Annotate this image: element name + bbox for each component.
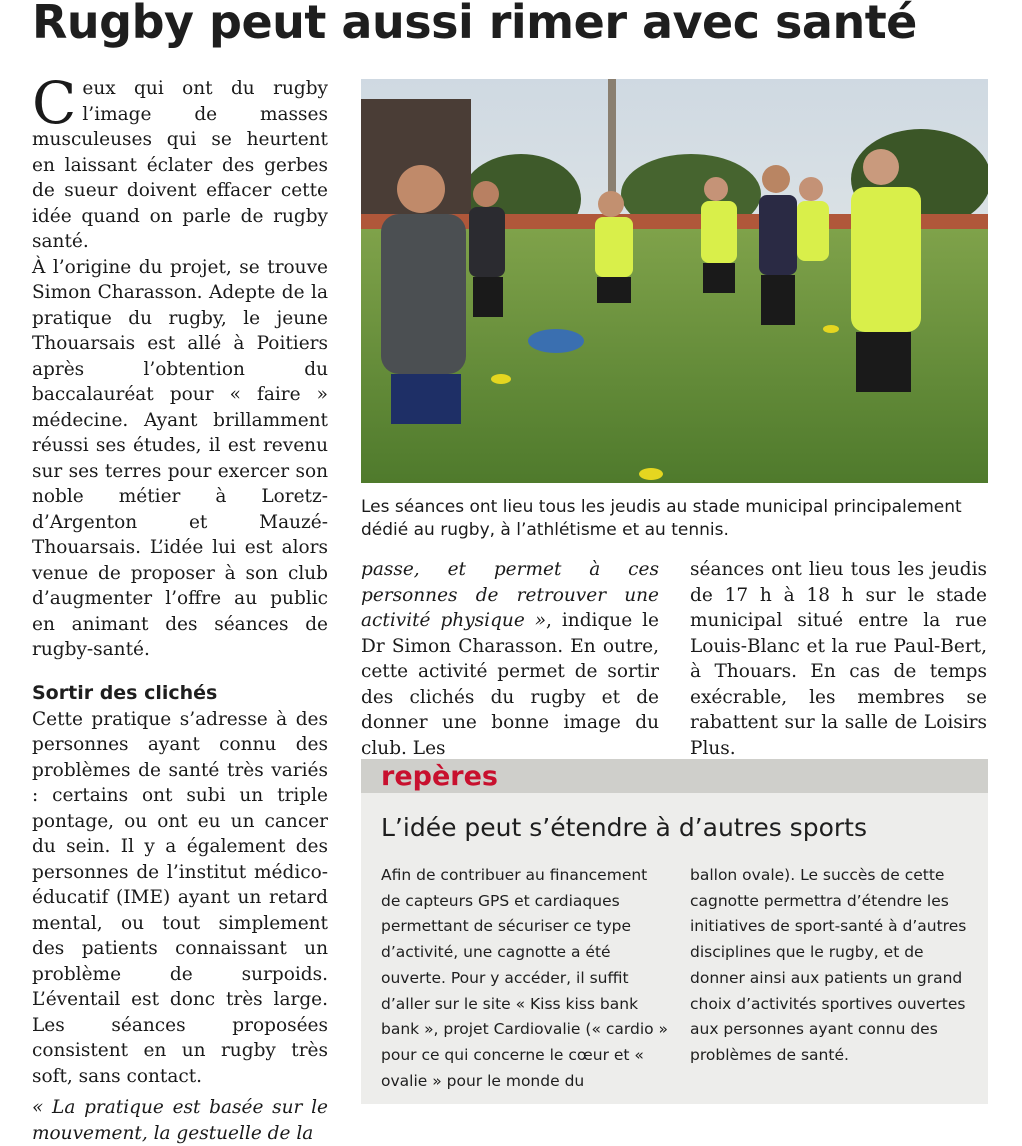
- paragraph-schedule: séances ont lieu tous les jeudis de 17 h à 18 h sur le stade municipal situé entre la rue Louis-Blanc et la rue Paul-Bert, à Thouars. En cas de temps exécrable, les membres se rabattent sur la salle de Loisirs Plus.: [690, 559, 987, 759]
- quote-start: « La pratique est basée sur le mouvement, la gestuelle de la: [32, 1097, 328, 1144]
- section-subhead: Sortir des clichés: [32, 681, 218, 704]
- headline: Rugby peut aussi rimer avec santé: [32, 0, 917, 49]
- intro-text: eux qui ont du rugby l’image de masses musculeuses qui se heurtent en laissant éclater des gerbes de sueur doivent effacer cette idée quand on parle de rugby santé.: [32, 78, 328, 252]
- reperes-box: [361, 759, 988, 1104]
- reperes-text-1: Afin de contribuer au financement de capteurs GPS et cardiaques permettant de sécuriser ce type d’activité, une cagnotte a été ouverte. Pour y accéder, il suffit d’aller sur le site « Kiss kiss bank bank », projet Cardiovalie (« cardio » pour ce qui concerne le cœur et « ovalie » pour le monde du: [381, 866, 669, 1090]
- reperes-text-2: ballon ovale). Le succès de cette cagnotte permettra d’étendre les initiatives de sport-santé à d’autres disciplines que le rugby, et de donner ainsi aux patients un grand choix d’activités sportives ouvertes aux personnes ayant connu des problèmes de santé.: [690, 866, 967, 1064]
- paragraph-quote-end: [361, 557, 659, 761]
- paragraph-practice: Cette pratique s’adresse à des personnes ayant connu des problèmes de santé très variés : certains ont subi un triple pontage, ou ont eu un cancer du sein. Il y a également des personnes de l’institut médico-éducatif (IME) ayant un retard mental, ou tout simplement des patients connaissant un problème de surpoids. L’éventail est donc très large. Les séances proposées consistent en un rugby très soft, sans contact.: [32, 708, 328, 1087]
- drop-cap: C: [32, 69, 77, 137]
- photo-caption: Les séances ont lieu tous les jeudis au stade municipal principalement dédié au rugby, à l’athlétisme et au tennis.: [361, 497, 962, 540]
- paragraph-origin: À l’origine du projet, se trouve Simon Charasson. Adepte de la pratique du rugby, le jeune Thouarsais est allé à Poitiers après l’obtention du baccalauréat pour « faire » médecine. Ayant brillamment réussi ses études, il est revenu sur ses terres pour exercer son noble métier à Loretz-d’Argenton et Mauzé-Thouarsais. L’idée lui est alors venue de proposer à son club d’augmenter l’offre au public en animant des séances de rugby-santé.: [32, 256, 328, 660]
- reperes-title: L’idée peut s’étendre à d’autres sports: [381, 813, 867, 842]
- article-column-1: [32, 69, 328, 1146]
- column2-text: , indique le Dr Simon Charasson. En outre, cette activité permet de sortir des clichés du rugby et de donner une bonne image du club. Les: [361, 610, 659, 759]
- quote-end: passe, et permet à ces personnes de retrouver une activité physique »: [361, 559, 659, 631]
- article-photo: [361, 79, 988, 483]
- article-column-2: [361, 557, 659, 761]
- reperes-label: repères: [381, 761, 498, 792]
- article-column-3: [690, 557, 987, 761]
- reperes-column-2: [690, 863, 980, 1069]
- paragraph-intro: [32, 69, 328, 255]
- reperes-column-1: [381, 863, 671, 1094]
